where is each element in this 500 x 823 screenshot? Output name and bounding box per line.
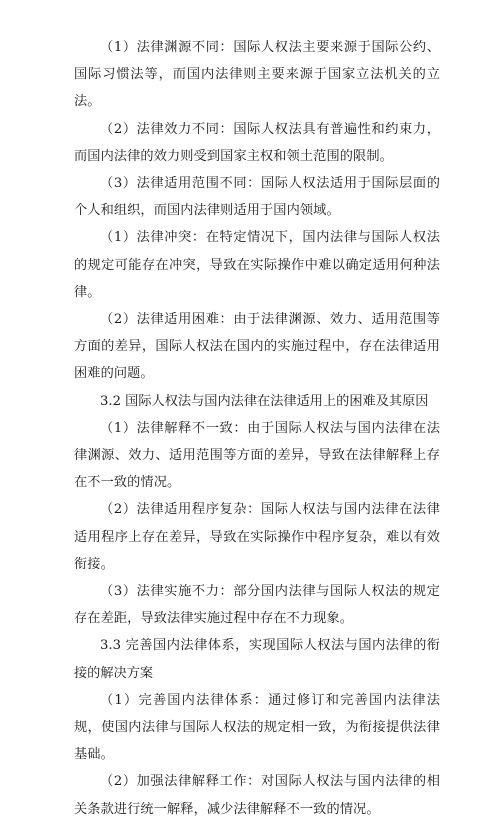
paragraph-10: （2）加强法律解释工作：对国际人权法与国内法律的相关条款进行统一解释，减少法律解释不一致的情况。	[74, 774, 440, 817]
paragraph-1: （1）法律渊源不同：国际人权法主要来源于国际公约、国际习惯法等，而国内法律则主要来源于国家立法机关的立法。	[74, 40, 440, 110]
paragraph-6: （1）法律解释不一致：由于国际人权法与国内法律在法律渊源、效力、适用范围等方面的差异，导致在法律解释上存在不一致的情况。	[74, 420, 440, 491]
paragraph-3: （3）法律适用范围不同：国际人权法适用于国际层面的个人和组织，而国内法律则适用于国内领域。	[74, 176, 440, 219]
paragraph-9: （1）完善国内法律体系：通过修订和完善国内法律法规，使国内法律与国际人权法的规定相一致，为衔接提供法律基础。	[74, 692, 440, 763]
paragraph-5: （2）法律适用困难：由于法律渊源、效力、适用范围等方面的差异，国际人权法在国内的实施过程中，存在法律适用困难的问题。	[74, 312, 440, 382]
paragraph-2: （2）法律效力不同：国际人权法具有普遍性和约束力，而国内法律的效力则受到国家主权和领土范围的限制。	[74, 121, 440, 164]
paragraph-4: （1）法律冲突：在特定情况下，国内法律与国际人权法的规定可能存在冲突，导致在实际操作中难以确定适用何种法律。	[74, 230, 440, 300]
section-heading-3-2: 3.2 国际人权法与国内法律在法律适用上的困难及其原因	[100, 393, 429, 409]
section-heading-3-3: 3.3 完善国内法律体系，实现国际人权法与国内法律的衔接的解决方案	[74, 638, 440, 681]
paragraph-7: （2）法律适用程序复杂：国际人权法与国内法律在法律适用程序上存在差异，导致在实际操作中程序复杂，难以有效衔接。	[74, 502, 440, 572]
document-page	[74, 34, 440, 823]
paragraph-8: （3）法律实施不力：部分国内法律与国际人权法的规定存在差距，导致法律实施过程中存在不力现象。	[74, 584, 440, 627]
